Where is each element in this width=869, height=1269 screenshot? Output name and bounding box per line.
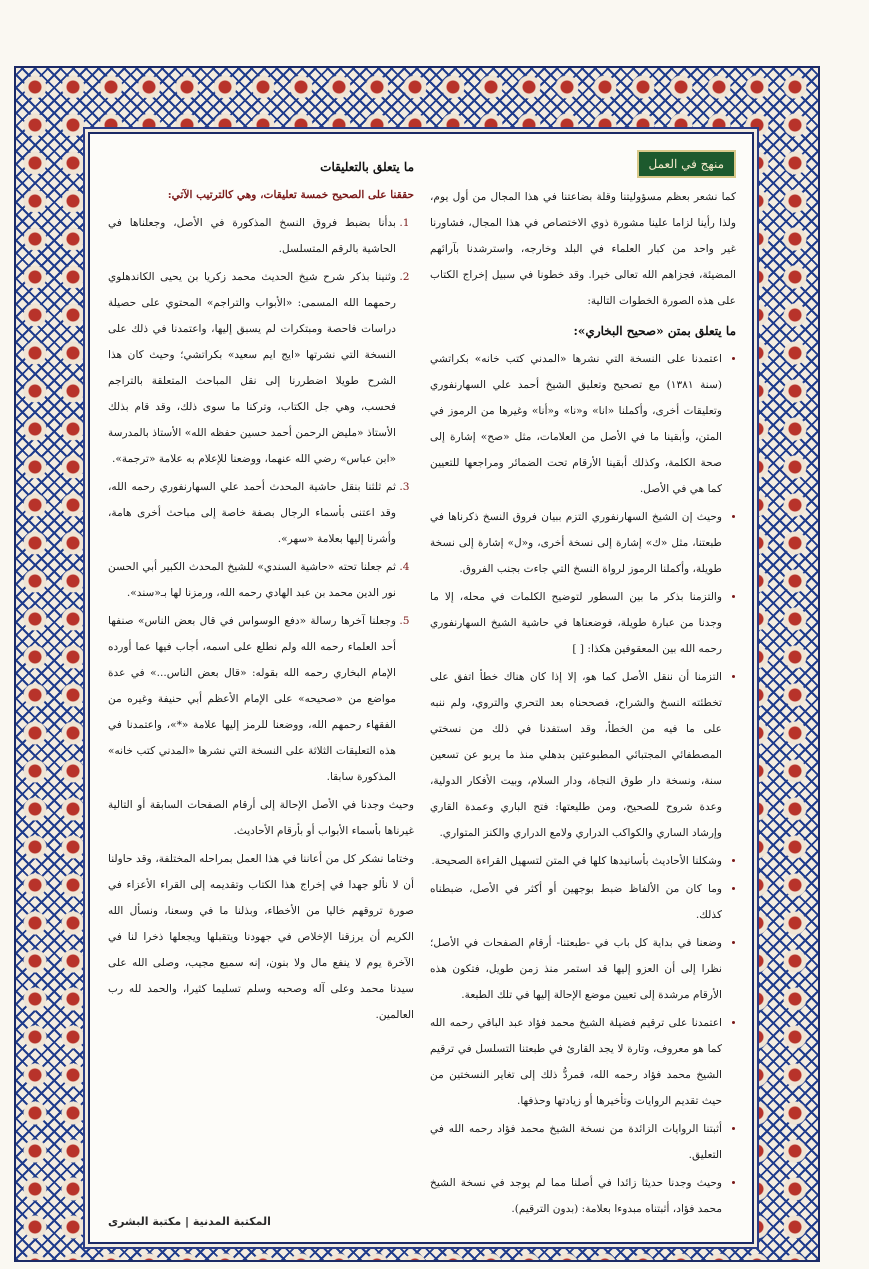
list-item: • اعتمدنا على النسخة التي نشرها «المدني كتب خانه» بكراتشي (سنة ١٣٨١) مع تصحيح وتعليق الشيخ أحمد علي السهارنفوري وتعليقات أخرى، وأكملنا «انا» و«نا» و«أنا» وغيرها من الرموز في المتن، وأبقينا ما في الأصل من العلامات، مثل «صح» إشارة إلى صحة الكلمة، وكذلك أبقينا الأرقام تحت الضمائر ومراجعها للتعيين كما هي في الأصل. <box>430 346 722 502</box>
section-badge: منهج في العمل <box>637 150 737 178</box>
list-item: 2. وثنينا بذكر شرح شيخ الحديث محمد زكريا بن يحيى الكاندهلوي رحمهما الله المسمى: «الأبواب والتراجم» المحتوي على حصيلة دراسات فاحصة ومبتكرات لم يسبق إليها، واعتمدنا في ذلك على النسخة التي نشرتها «ايج ايم سعيد» بكراتشي؛ وحيث كان هذا الشرح طويلا اضطررنا إلى نقل المباحث المتعلقة بالتراجم فحسب، وهي جل الكتاب، وتركنا ما سوى ذلك، وقد قام بذلك الأستاذ «مليض الرحمن أحمد حسين حفظه الله» الأستاذ بالمدرسة «ابن عباس» رضي الله عنهما، ووضعنا للإعلام به علامة «ترجمة». <box>108 264 396 472</box>
list-item: • اعتمدنا على ترقيم فضيلة الشيخ محمد فؤاد عبد الباقي رحمه الله كما هو معروف، وتارة لا يجد القارئ في طبعتنا التسلسل في ترقيم الشيخ محمد فؤاد رحمه الله، فمردُّ ذلك إلى تغاير النسختين من حيث تقديم الروايات وتأخيرها أو زيادتها وحذفها. <box>430 1010 722 1114</box>
list-item: 5. وجعلنا آخرها رسالة «دفع الوسواس في قال بعض الناس» صنفها أحد العلماء رحمه الله ولم نطلع على اسمه، أجاب فيها عما أورده الإمام البخاري رحمه الله بقوله: «قال بعض الناس...» في عدة مواضع من «صحيحه» على الإمام الأعظم أبي حنيفة وغيره من الفقهاء رحمهم الله، ووضعنا للرمز إليها علامة «*»، واعتمدنا في هذه التعليقات الثلاثة على النسخة التي نشرها «المدني كتب خانه» المذكورة سابقا. <box>108 608 396 790</box>
list-item: 1. بدأنا بضبط فروق النسخ المذكورة في الأصل، وجعلناها في الحاشية بالرقم المتسلسل. <box>108 210 396 262</box>
list-item: • والتزمنا بذكر ما بين السطور لتوضيح الكلمات في محله، إلا ما وجدنا من عبارة طويلة، فوضعناها في حاشية الشيخ السهارنفوري رحمه الله بين المعقوفين هكذا: [ ] <box>430 584 722 662</box>
publisher-brand: المكتبة المدنية | مكتبة البشرى <box>108 1215 271 1228</box>
intro-paragraph: كما نشعر بعظم مسؤوليتنا وقلة بضاعتنا في هذا المجال من أول يوم، ولذا رأينا لزاما علينا مشورة ذوي الاختصاص في هذا المجال، فشاورنا غير واحد من كبار العلماء في البلد وخارجه، واسترشدنا بآرائهم المضيئة، فجزاهم الله تعالى خيرا. وقد خطونا في سبيل إخراج الكتاب على هذه الصورة الخطوات التالية: <box>430 191 736 307</box>
list-item: • أثبتنا الروايات الزائدة من نسخة الشيخ محمد فؤاد رحمه الله في التعليق. <box>430 1116 722 1168</box>
list-item: • وما كان من الألفاظ ضبط بوجهين أو أكثر في الأصل، ضبطناه كذلك. <box>430 876 722 928</box>
right-column <box>430 150 736 1224</box>
closing-paragraph: وختاما نشكر كل من أعاننا في هذا العمل بمراحله المختلفة، وقد حاولنا أن لا نألو جهدا في إخراج هذا الكتاب وتقديمه إلى القراء الأعزاء في صورة تروقهم خاليا من الأخطاء، وبذلنا ما في وسعنا، ونسأل الله الكريم أن يرزقنا الإخلاص في جهودنا ويتقبلها ويجعلها ذخرا لنا في الآخرة يوم لا ينفع مال ولا بنون، إنه سميع مجيب، وصلى الله على سيدنا محمد وعلى آله وصحبه وسلم تسليما كثيرا، والحمد لله رب العالمين. <box>108 853 414 1021</box>
commentary-heading: ما يتعلق بالتعليقات <box>320 160 414 174</box>
matn-bullet-list <box>430 346 736 1222</box>
publisher-footer <box>108 1215 271 1228</box>
left-column <box>108 150 414 1030</box>
list-item: • التزمنا أن ننقل الأصل كما هو، إلا إذا كان هناك خطأ اتفق على تخطئته النسخ والشراح، فصححناه بعد التحري والتروي، ولم ننبه على ما فيه من الخطأ، وقد استفدنا في ذلك من نسختي المصطفائي المجتبائي المطبوعتين بدهلي منذ ما يربو عن تسعين سنة، ونسخة دار طوق النجاة، ودار السلام، وبيت الأفكار الدولية، وعدة شروح للصحيح، ومن طليعتها: فتح الباري وعمدة القاري وإرشاد الساري والكواكب الدراري ولامع الدراري والكنز المتواري. <box>430 664 722 846</box>
list-item: • وحيث وجدنا حديثا زائدا في أصلنا مما لم يوجد في نسخة الشيخ محمد فؤاد، أثبتناه مبدوءا بعلامة: (بدون الترقيم). <box>430 1170 722 1222</box>
list-item: 4. ثم جعلنا تحته «حاشية السندي» للشيخ المحدث الكبير أبي الحسن نور الدين محمد بن عبد الهادي رحمه الله، ورمزنا لها بـ«سند». <box>108 554 396 606</box>
commentary-numbered-list <box>108 210 414 790</box>
content-panel <box>88 132 754 1244</box>
list-item: • وضعنا في بداية كل باب في -طبعتنا- أرقام الصفحات في الأصل؛ نظرا إلى أن العزو إليها قد استمر منذ زمن طويل، فتكون هذه الأرقام مرشدة إلى تعيين موضع الإحالة إليها في تلك الطبعة. <box>430 930 722 1008</box>
commentary-intro: حققنا على الصحيح خمسة تعليقات، وهي كالترتيب الآتي: <box>167 189 414 201</box>
list-item: • وحيث إن الشيخ السهارنفوري التزم ببيان فروق النسخ ذكرناها في طبعتنا، مثل «ك» إشارة إلى نسخة أخرى، و«ل» إشارة إلى نسخة طويلة، وأكملنا الرموز لرواة النسخ التي جاءت بجنب الفروق. <box>430 504 722 582</box>
list-item: • وشكلنا الأحاديث بأسانيدها كلها في المتن لتسهيل القراءة الصحيحة. <box>430 848 722 874</box>
list-item: 3. ثم ثلثنا بنقل حاشية المحدث أحمد علي السهارنفوري رحمه الله، وقد اعتنى بأسماء الرجال بصفة خاصة إلى مباحث أخرى هامة، وأشرنا إليها بعلامة «سهر». <box>108 474 396 552</box>
paragraph: وحيث وجدنا في الأصل الإحالة إلى أرقام الصفحات السابقة أو التالية غيرناها بأسماء الأبواب أو بأرقام الأحاديث. <box>108 799 414 837</box>
matn-heading: ما يتعلق بمتن «صحيح البخاري»: <box>573 324 736 338</box>
